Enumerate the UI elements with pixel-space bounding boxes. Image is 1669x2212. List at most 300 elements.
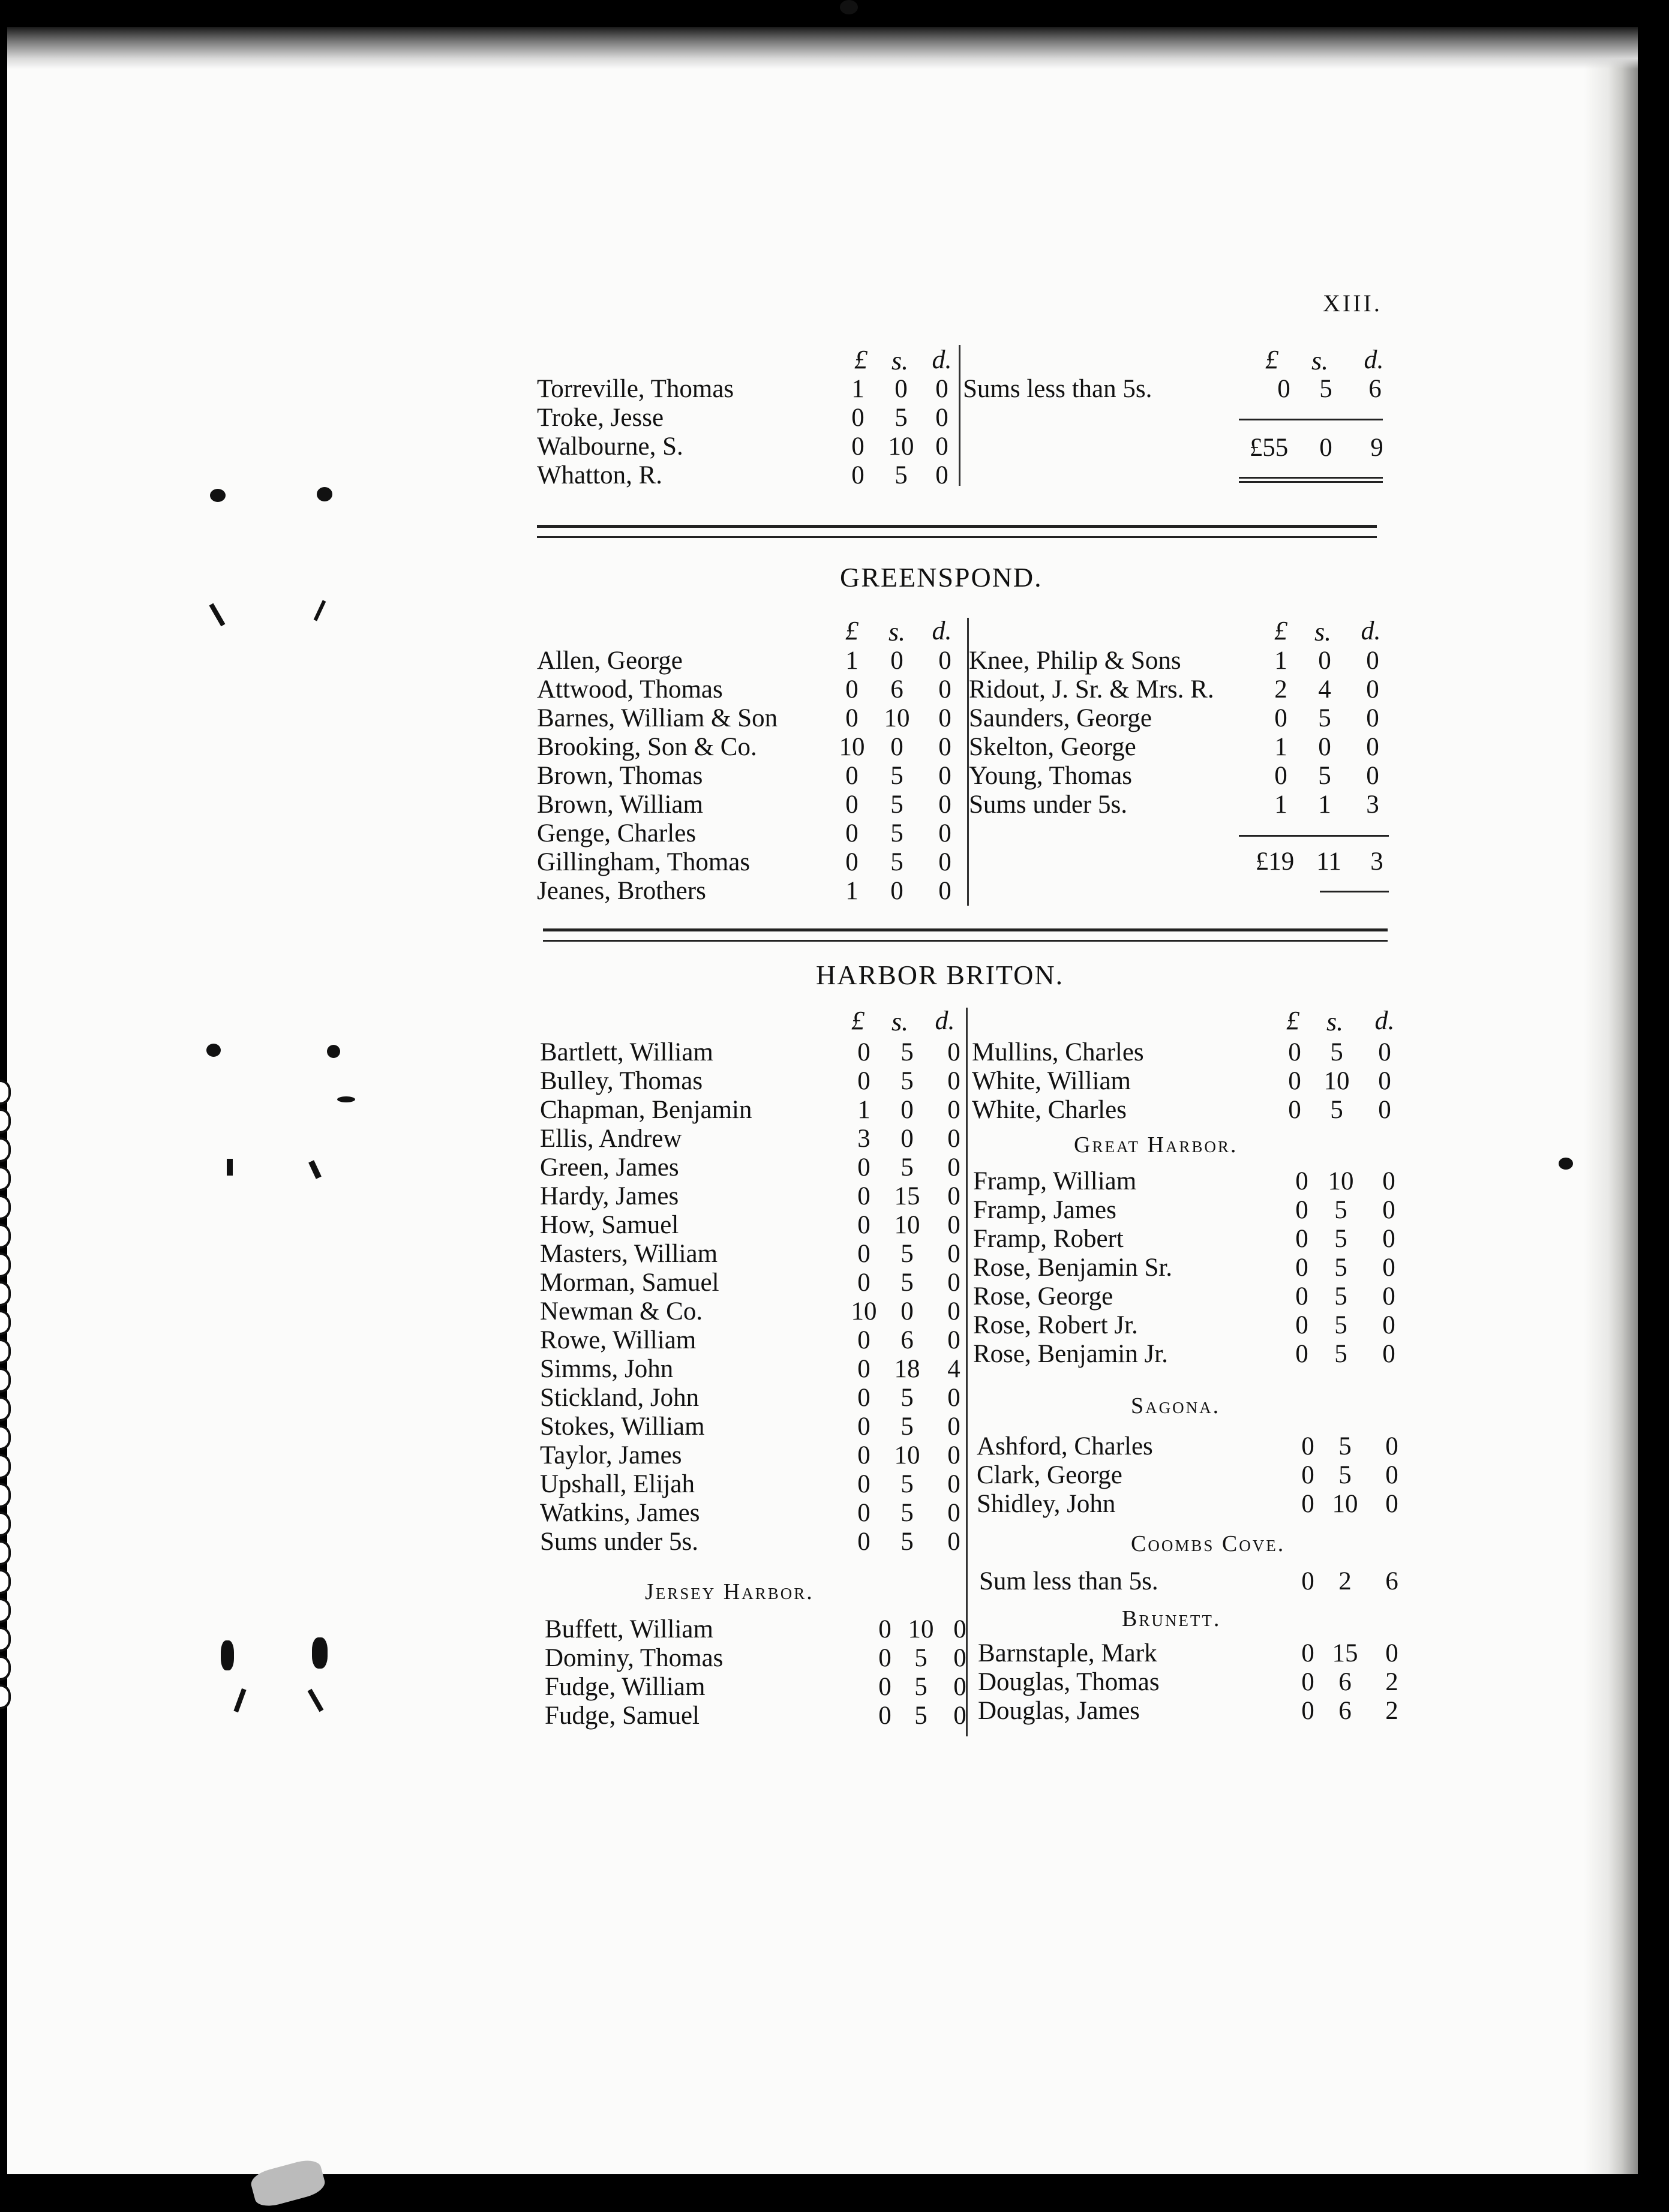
amount-pence: 0	[1382, 1282, 1395, 1311]
amount-shillings: 5	[900, 1269, 914, 1297]
amount-pounds: 0	[857, 1441, 870, 1469]
amount-pounds: 0	[1295, 1311, 1308, 1339]
subscriber-name: Framp, James	[973, 1196, 1116, 1224]
amount-pounds: 0	[1295, 1167, 1308, 1195]
amount-shillings: 5	[900, 1499, 914, 1527]
amount-shillings: 5	[900, 1067, 914, 1095]
total-pounds: £19	[1255, 847, 1295, 876]
page-fold-shadow	[1584, 27, 1638, 2174]
subscriber-name: Ashford, Charles	[977, 1432, 1153, 1460]
subscriber-name: Buffett, William	[545, 1615, 713, 1643]
amount-pence: 0	[947, 1384, 960, 1412]
subscriber-name: Bartlett, William	[540, 1038, 713, 1066]
amount-shillings: 5	[914, 1673, 927, 1701]
section-divider	[537, 525, 1377, 538]
amount-pence: 0	[947, 1499, 960, 1527]
subscriber-name: Bulley, Thomas	[540, 1067, 703, 1095]
amount-pounds: 0	[1301, 1668, 1314, 1696]
amount-pounds: 0	[857, 1499, 870, 1527]
amount-shillings: 5	[1338, 1432, 1352, 1460]
amount-pence: 6	[1385, 1567, 1398, 1595]
amount-pence: 0	[1382, 1254, 1395, 1282]
page-edge-notch	[0, 1310, 11, 1335]
header-pounds: £	[1274, 616, 1287, 645]
amount-shillings: 10	[1328, 1167, 1354, 1195]
amount-pounds: 0	[857, 1067, 870, 1095]
page-edge-notch	[0, 1195, 11, 1220]
amount-pounds: 0	[1288, 1038, 1301, 1066]
binding-hole-mark	[227, 1159, 233, 1176]
amount-pounds: 0	[857, 1211, 870, 1239]
page-edge-notch	[0, 1281, 11, 1306]
subsection-title-brunett: Brunett.	[1122, 1606, 1221, 1631]
subscriber-name: Dominy, Thomas	[545, 1644, 724, 1672]
amount-shillings: 10	[888, 432, 914, 461]
amount-pence: 0	[947, 1182, 960, 1210]
header-shillings: s.	[891, 1007, 909, 1036]
amount-pounds: 0	[878, 1615, 891, 1643]
amount-pounds: 0	[857, 1326, 870, 1354]
amount-pence: 0	[938, 848, 951, 876]
amount-pence: 0	[938, 877, 951, 905]
page-edge-notch	[0, 1483, 11, 1508]
amount-pence: 0	[935, 432, 948, 461]
amount-pounds: 0	[857, 1412, 870, 1441]
amount-pence: 0	[953, 1673, 966, 1701]
subscriber-name: Rose, Benjamin Jr.	[973, 1340, 1168, 1368]
amount-shillings: 4	[1318, 675, 1331, 704]
amount-pence: 0	[1366, 675, 1379, 704]
amount-pounds: 0	[851, 432, 864, 461]
amount-pounds: 0	[857, 1384, 870, 1412]
amount-pence: 0	[938, 762, 951, 790]
amount-shillings: 5	[1330, 1096, 1343, 1124]
header-pence: d.	[1364, 345, 1384, 374]
subscriber-name: Douglas, James	[978, 1697, 1140, 1725]
page-edge-notch	[0, 1540, 11, 1565]
amount-pounds: 1	[1274, 791, 1287, 819]
amount-pounds: 0	[1274, 704, 1287, 732]
header-pounds: £	[854, 345, 867, 374]
amount-shillings: 5	[1318, 762, 1331, 790]
header-pence: d.	[1374, 1006, 1395, 1035]
amount-shillings: 10	[1323, 1067, 1350, 1095]
amount-pence: 0	[947, 1326, 960, 1354]
subscriber-name: Knee, Philip & Sons	[969, 647, 1181, 675]
amount-pence: 0	[947, 1211, 960, 1239]
subscriber-name: Sums less than 5s.	[963, 375, 1152, 403]
binding-hole-mark	[337, 1096, 355, 1102]
total-shillings: 0	[1319, 434, 1332, 462]
amount-shillings: 15	[894, 1182, 920, 1210]
page-edge-notch	[0, 1569, 11, 1594]
subscriber-name: Shidley, John	[977, 1490, 1116, 1518]
amount-pence: 0	[935, 461, 948, 489]
subscriber-name: Barnstaple, Mark	[978, 1639, 1157, 1667]
section-divider	[543, 928, 1388, 942]
subscriber-name: Brown, William	[537, 791, 703, 819]
amount-shillings: 0	[894, 375, 908, 403]
amount-shillings: 5	[1338, 1461, 1352, 1489]
amount-pence: 0	[1385, 1432, 1398, 1460]
subscriber-name: Young, Thomas	[969, 762, 1133, 790]
amount-pounds: 0	[1295, 1225, 1308, 1253]
amount-pounds: 0	[845, 762, 858, 790]
amount-pence: 0	[947, 1240, 960, 1268]
subscriber-name: Upshall, Elijah	[540, 1470, 695, 1498]
amount-pounds: 0	[857, 1269, 870, 1297]
amount-pence: 0	[935, 404, 948, 432]
amount-pounds: 0	[845, 819, 858, 847]
amount-shillings: 5	[1318, 704, 1331, 732]
amount-pence: 0	[1378, 1096, 1391, 1124]
subscriber-name: Ridout, J. Sr. & Mrs. R.	[969, 675, 1214, 704]
total-rule	[1320, 891, 1389, 892]
amount-shillings: 0	[890, 733, 903, 761]
header-shillings: s.	[888, 617, 906, 647]
header-pence: d.	[935, 1006, 955, 1035]
subscriber-name: Skelton, George	[969, 733, 1136, 761]
amount-pounds: 1	[845, 647, 858, 675]
subscriber-name: Barnes, William & Son	[537, 704, 778, 732]
amount-pence: 0	[947, 1412, 960, 1441]
amount-pence: 0	[938, 647, 951, 675]
subscriber-name: Sums under 5s.	[969, 791, 1127, 819]
amount-shillings: 0	[900, 1297, 914, 1326]
total-double-rule	[1239, 481, 1383, 483]
amount-shillings: 5	[1334, 1340, 1347, 1368]
amount-shillings: 0	[1318, 733, 1331, 761]
subscriber-name: Clark, George	[977, 1461, 1122, 1489]
binding-hole-mark	[206, 1044, 221, 1057]
amount-pence: 0	[1385, 1490, 1398, 1518]
amount-pounds: 0	[857, 1355, 870, 1383]
amount-shillings: 5	[894, 404, 908, 432]
subscriber-name: Fudge, Samuel	[545, 1702, 700, 1730]
total-rule	[1239, 419, 1383, 420]
page-edge-notch	[0, 1224, 11, 1249]
amount-pounds: 10	[839, 733, 865, 761]
amount-pounds: 0	[878, 1673, 891, 1701]
amount-pence: 4	[947, 1355, 960, 1383]
page-edge-notch	[0, 1166, 11, 1191]
amount-shillings: 5	[1319, 375, 1332, 403]
amount-pounds: 0	[857, 1153, 870, 1182]
amount-pounds: 0	[857, 1528, 870, 1556]
amount-pence: 0	[1385, 1461, 1398, 1489]
subscriber-name: Allen, George	[537, 647, 683, 675]
amount-shillings: 10	[884, 704, 910, 732]
amount-pounds: 0	[851, 404, 864, 432]
subscriber-name: Morman, Samuel	[540, 1269, 719, 1297]
subscriber-name: Douglas, Thomas	[978, 1668, 1160, 1696]
scan-top-shadow	[7, 27, 1638, 69]
amount-shillings: 5	[1334, 1225, 1347, 1253]
amount-shillings: 10	[894, 1211, 920, 1239]
subscriber-name: Torreville, Thomas	[537, 375, 734, 403]
subscriber-name: How, Samuel	[540, 1211, 679, 1239]
amount-pounds: 1	[857, 1096, 870, 1124]
subscriber-name: Sum less than 5s.	[979, 1567, 1158, 1595]
amount-shillings: 10	[908, 1615, 934, 1643]
page-edge-notch	[0, 1454, 11, 1479]
subscriber-name: Jeanes, Brothers	[537, 877, 706, 905]
header-shillings: s.	[1326, 1007, 1344, 1036]
subsection-title-sagona: Sagona.	[1131, 1393, 1221, 1418]
amount-pounds: 0	[1301, 1639, 1314, 1667]
page-edge-notch	[0, 1108, 11, 1134]
header-pounds: £	[851, 1006, 864, 1035]
amount-shillings: 5	[890, 848, 903, 876]
amount-pounds: 0	[857, 1240, 870, 1268]
amount-shillings: 5	[1330, 1038, 1343, 1066]
amount-shillings: 18	[894, 1355, 920, 1383]
subscriber-name: Taylor, James	[540, 1441, 682, 1469]
amount-shillings: 0	[890, 877, 903, 905]
page-edge-notch	[0, 1396, 11, 1421]
amount-pence: 3	[1366, 791, 1379, 819]
subsection-title-coombs-cove: Coombs Cove.	[1131, 1531, 1286, 1556]
amount-shillings: 1	[1318, 791, 1331, 819]
amount-shillings: 5	[900, 1038, 914, 1066]
amount-pence: 0	[1382, 1311, 1395, 1339]
amount-shillings: 10	[1332, 1490, 1358, 1518]
amount-pence: 0	[1382, 1196, 1395, 1224]
amount-pounds: 0	[1295, 1196, 1308, 1224]
amount-pence: 0	[947, 1153, 960, 1182]
left-page-edge	[0, 1080, 13, 1739]
amount-pounds: 10	[851, 1297, 877, 1326]
subscriber-name: White, Charles	[972, 1096, 1127, 1124]
header-pence: d.	[1361, 616, 1381, 645]
amount-pounds: 2	[1274, 675, 1287, 704]
section-title-greenspond: GREENSPOND.	[840, 562, 1043, 593]
subscriber-name: Mullins, Charles	[972, 1038, 1144, 1066]
subscriber-name: Troke, Jesse	[537, 404, 664, 432]
header-pounds: £	[845, 616, 858, 645]
amount-shillings: 6	[1338, 1668, 1352, 1696]
subscriber-name: Simms, John	[540, 1355, 674, 1383]
amount-shillings: 5	[914, 1702, 927, 1730]
subscriber-name: Gillingham, Thomas	[537, 848, 751, 876]
amount-shillings: 6	[1338, 1697, 1352, 1725]
scan-debris	[840, 0, 858, 14]
amount-shillings: 5	[1334, 1282, 1347, 1311]
amount-pounds: 0	[845, 848, 858, 876]
subscriber-name: Newman & Co.	[540, 1297, 703, 1326]
amount-pence: 0	[1366, 762, 1379, 790]
amount-shillings: 5	[900, 1528, 914, 1556]
binding-hole-mark	[210, 489, 226, 502]
amount-pence: 0	[1382, 1340, 1395, 1368]
page-edge-notch	[0, 1425, 11, 1450]
amount-pounds: 0	[1301, 1697, 1314, 1725]
page-edge-notch	[0, 1598, 11, 1623]
amount-pounds: 0	[1301, 1461, 1314, 1489]
subscriber-name: Rose, Robert Jr.	[973, 1311, 1138, 1339]
header-pounds: £	[1265, 345, 1278, 374]
amount-shillings: 15	[1332, 1639, 1358, 1667]
header-pence: d.	[932, 616, 952, 645]
amount-shillings: 5	[900, 1412, 914, 1441]
amount-pounds: 0	[845, 791, 858, 819]
amount-pence: 0	[1378, 1067, 1391, 1095]
amount-pence: 0	[947, 1470, 960, 1498]
subscriber-name: White, William	[972, 1067, 1131, 1095]
binding-hole-mark	[327, 1045, 340, 1058]
amount-pence: 0	[938, 675, 951, 704]
amount-shillings: 5	[914, 1644, 927, 1672]
page-edge-notch	[0, 1655, 11, 1681]
binding-hole-mark	[1559, 1158, 1573, 1170]
amount-shillings: 0	[900, 1096, 914, 1124]
amount-pounds: 1	[845, 877, 858, 905]
binding-hole-mark	[221, 1640, 234, 1670]
subscriber-name: Stokes, William	[540, 1412, 705, 1441]
subscriber-name: Watkins, James	[540, 1499, 700, 1527]
header-pence: d.	[932, 345, 952, 374]
amount-pounds: 0	[851, 461, 864, 489]
amount-pounds: 0	[1295, 1340, 1308, 1368]
subscriber-name: Sums under 5s.	[540, 1528, 698, 1556]
subscriber-name: Walbourne, S.	[537, 432, 683, 461]
amount-pounds: 0	[845, 704, 858, 732]
subscriber-name: Rowe, William	[540, 1326, 697, 1354]
amount-shillings: 5	[890, 762, 903, 790]
amount-shillings: 0	[1318, 647, 1331, 675]
subsection-title-jersey-harbor: Jersey Harbor.	[645, 1579, 814, 1604]
subscriber-name: Chapman, Benjamin	[540, 1096, 752, 1124]
amount-pounds: 0	[1295, 1282, 1308, 1311]
amount-pence: 0	[1366, 647, 1379, 675]
subscriber-name: Rose, Benjamin Sr.	[973, 1254, 1173, 1282]
header-shillings: s.	[1311, 346, 1329, 375]
amount-pounds: 0	[1301, 1490, 1314, 1518]
page-edge-notch	[0, 1511, 11, 1537]
amount-shillings: 5	[890, 791, 903, 819]
amount-pence: 0	[953, 1615, 966, 1643]
amount-pence: 0	[1382, 1225, 1395, 1253]
amount-pence: 0	[947, 1441, 960, 1469]
amount-shillings: 5	[900, 1153, 914, 1182]
amount-pounds: 0	[1288, 1096, 1301, 1124]
subscriber-name: Brown, Thomas	[537, 762, 703, 790]
amount-pence: 0	[1378, 1038, 1391, 1066]
subscriber-name: Masters, William	[540, 1240, 718, 1268]
amount-pounds: 0	[1301, 1567, 1314, 1595]
amount-pounds: 0	[1274, 762, 1287, 790]
amount-pence: 0	[947, 1297, 960, 1326]
page-edge-notch	[0, 1339, 11, 1364]
header-shillings: s.	[891, 346, 909, 375]
amount-pence: 0	[947, 1125, 960, 1153]
total-pounds: £55	[1249, 434, 1289, 462]
page-edge-notch	[0, 1684, 11, 1709]
amount-pence: 0	[953, 1702, 966, 1730]
amount-pence: 0	[938, 791, 951, 819]
amount-pounds: 0	[845, 675, 858, 704]
amount-pounds: 0	[1277, 375, 1290, 403]
amount-pence: 0	[947, 1038, 960, 1066]
subscriber-name: Brooking, Son & Co.	[537, 733, 757, 761]
amount-shillings: 5	[1334, 1254, 1347, 1282]
subscriber-name: Framp, Robert	[973, 1225, 1124, 1253]
subscriber-name: Stickland, John	[540, 1384, 700, 1412]
subscriber-name: Fudge, William	[545, 1673, 706, 1701]
amount-pounds: 0	[878, 1644, 891, 1672]
amount-pence: 0	[953, 1644, 966, 1672]
header-shillings: s.	[1314, 617, 1332, 647]
amount-pounds: 1	[1274, 647, 1287, 675]
page-edge-notch	[0, 1627, 11, 1652]
total-pence: 9	[1370, 434, 1383, 462]
total-shillings: 11	[1316, 847, 1341, 876]
subscriber-name: Ellis, Andrew	[540, 1125, 682, 1153]
subscriber-name: Rose, George	[973, 1282, 1113, 1311]
subscriber-name: Hardy, James	[540, 1182, 679, 1210]
amount-pounds: 0	[1295, 1254, 1308, 1282]
amount-shillings: 5	[1334, 1311, 1347, 1339]
total-double-rule	[1239, 477, 1383, 479]
amount-shillings: 5	[900, 1240, 914, 1268]
amount-pounds: 1	[851, 375, 864, 403]
subscriber-name: Framp, William	[973, 1167, 1137, 1195]
subscriber-name: Whatton, R.	[537, 461, 662, 489]
page-edge-notch	[0, 1368, 11, 1393]
amount-pence: 0	[947, 1096, 960, 1124]
amount-shillings: 0	[890, 647, 903, 675]
amount-pounds: 0	[1288, 1067, 1301, 1095]
amount-shillings: 2	[1338, 1567, 1352, 1595]
page-edge-notch	[0, 1080, 11, 1105]
binding-hole-mark	[317, 487, 332, 501]
amount-pence: 0	[1366, 704, 1379, 732]
amount-pence: 0	[938, 704, 951, 732]
subscriber-name: Green, James	[540, 1153, 679, 1182]
total-rule	[1239, 835, 1389, 837]
subscriber-name: Saunders, George	[969, 704, 1152, 732]
amount-shillings: 5	[900, 1384, 914, 1412]
amount-pence: 0	[1382, 1167, 1395, 1195]
amount-shillings: 5	[890, 819, 903, 847]
total-pence: 3	[1370, 847, 1383, 876]
binding-hole-mark	[312, 1637, 328, 1669]
amount-pounds: 0	[857, 1038, 870, 1066]
header-pounds: £	[1286, 1006, 1299, 1035]
amount-pounds: 0	[857, 1470, 870, 1498]
page-number: XIII.	[1323, 290, 1382, 317]
amount-shillings: 10	[894, 1441, 920, 1469]
amount-pence: 0	[947, 1269, 960, 1297]
amount-pence: 2	[1385, 1668, 1398, 1696]
amount-pence: 2	[1385, 1697, 1398, 1725]
subsection-title-great-harbor: Great Harbor.	[1074, 1132, 1238, 1158]
amount-pounds: 0	[878, 1702, 891, 1730]
amount-pence: 0	[1385, 1639, 1398, 1667]
page-edge-notch	[0, 1252, 11, 1278]
amount-pounds: 0	[857, 1182, 870, 1210]
amount-shillings: 5	[900, 1470, 914, 1498]
amount-pence: 0	[1366, 733, 1379, 761]
subscriber-name: Genge, Charles	[537, 819, 697, 847]
amount-pence: 0	[947, 1067, 960, 1095]
amount-shillings: 5	[1334, 1196, 1347, 1224]
amount-pounds: 0	[1301, 1432, 1314, 1460]
amount-pence: 0	[935, 375, 948, 403]
amount-pence: 0	[947, 1528, 960, 1556]
amount-shillings: 5	[894, 461, 908, 489]
amount-pence: 0	[938, 733, 951, 761]
